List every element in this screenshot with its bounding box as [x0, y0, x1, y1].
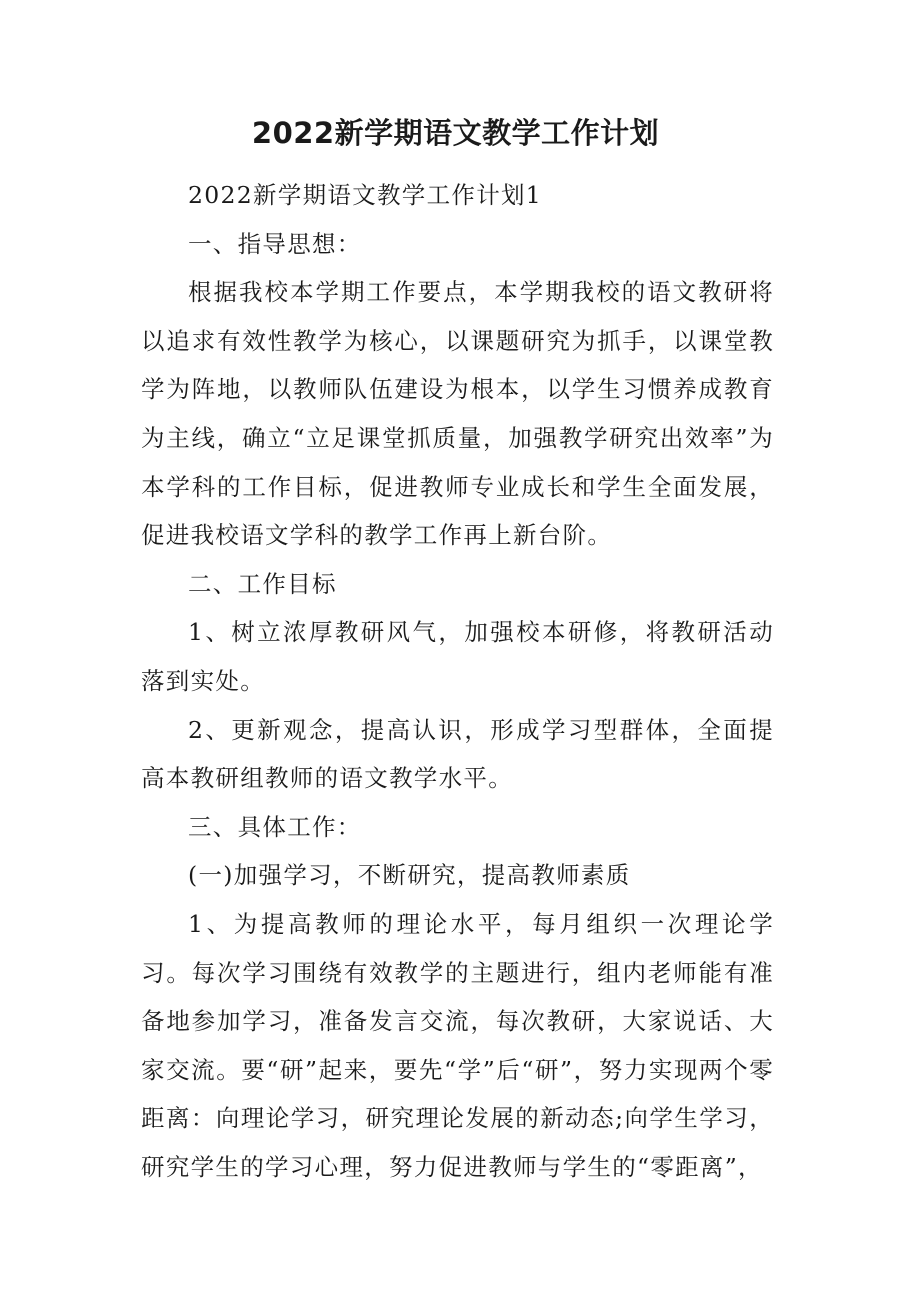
paragraph-goal-2: 2、更新观念，提高认识，形成学习型群体，全面提高本教研组教师的语文教学水平。	[141, 715, 774, 793]
paragraph-subtitle: 2022新学期语文教学工作计划1	[188, 181, 543, 209]
paragraph-subsection-heading: (一)加强学习，不断研究，提高教师素质	[188, 861, 631, 890]
paragraph-section-heading-1: 一、指导思想：	[188, 229, 362, 258]
paragraph-guiding-thought: 根据我校本学期工作要点，本学期我校的语文教研将以追求有效性教学为核心，以课题研究为抓手，以课堂教学为阵地，以教师队伍建设为根本，以学生习惯养成教育为主线，确立“立足课堂抓质量，加强教学研究出效率”为本学科的工作目标，促进教师专业成长和学生全面发展，促进我校语文学科的教学工作再上新台阶。	[141, 278, 774, 550]
paragraph-goal-1: 1、树立浓厚教研风气，加强校本研修，将教研活动落到实处。	[141, 618, 774, 695]
paragraph-work-item-1: 1、为提高教师的理论水平，每月组织一次理论学习。每次学习围绕有效教学的主题进行，组内老师能有准备地参加学习，准备发言交流，每次教研，大家说话、大家交流。要“研”起来，要先“学”后“研”，努力实现两个零距离：向理论学习，研究理论发展的新动态;向学生学习，研究学生的学习心理，努力促进教师与学生的“零距离”，	[141, 909, 774, 1181]
paragraph-section-heading-3: 三、具体工作：	[188, 812, 362, 841]
paragraph-section-heading-2: 二、工作目标	[188, 569, 337, 598]
document-body	[141, 171, 774, 1191]
document-title: 2022新学期语文教学工作计划	[251, 116, 660, 150]
